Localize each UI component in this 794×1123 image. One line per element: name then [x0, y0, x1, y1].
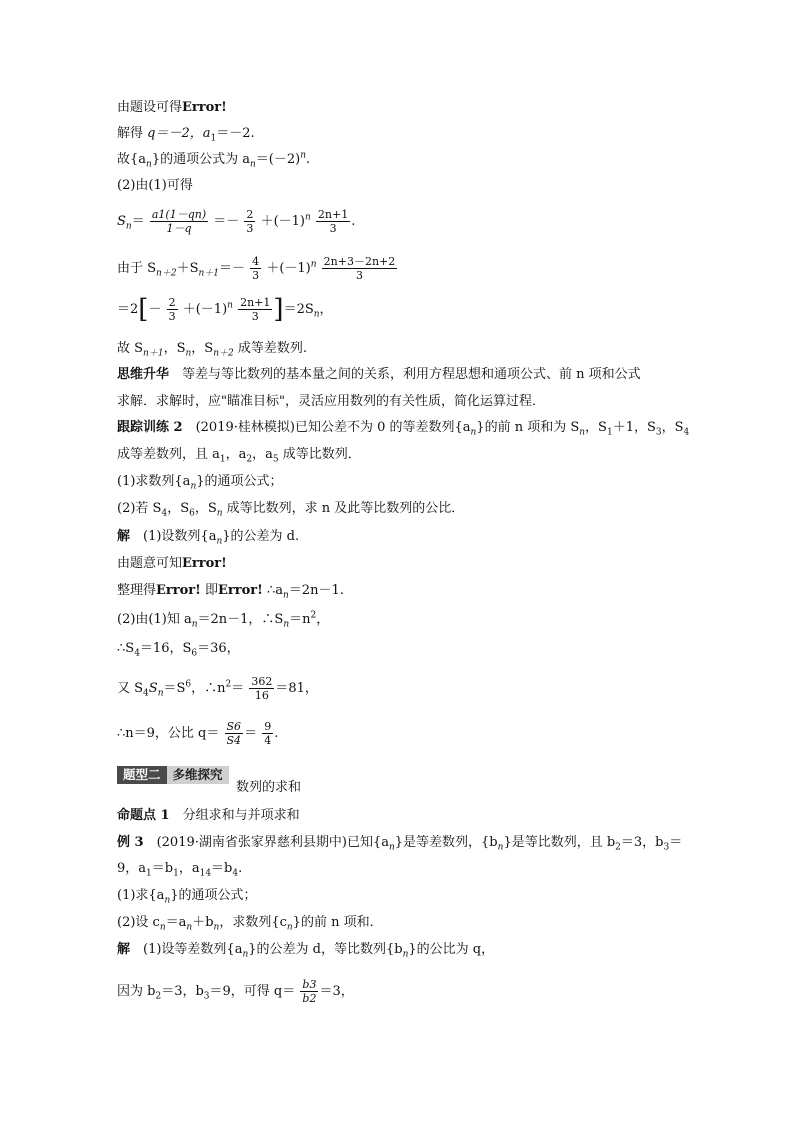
text: ＝S: [163, 681, 186, 696]
text: (2019·湖南省张家界慈利县期中)已知{a: [143, 835, 389, 850]
text: 整理得: [117, 583, 157, 598]
line-20: [117, 675, 318, 702]
subscript: n: [125, 221, 132, 232]
line-8: [117, 341, 307, 357]
text: ＝36，: [197, 641, 240, 656]
denominator: 1－q: [166, 222, 192, 235]
section-title-text: 数列的求和: [236, 780, 302, 795]
subscript: 2: [155, 991, 162, 1002]
text: 成等差数列，且 a: [117, 447, 220, 462]
line-15: [117, 529, 299, 545]
text: ＝b: [211, 861, 233, 876]
subscript: n: [286, 922, 293, 933]
text: ，S: [585, 420, 607, 435]
line-6: [117, 255, 398, 282]
text: 求解．求解时，应"瞄准目标"，灵活应用数列的有关性质，简化运算过程．: [117, 394, 545, 409]
text: ＋(－1): [266, 261, 311, 276]
fraction: [244, 208, 255, 235]
line-25: [117, 861, 242, 877]
subscript: n: [283, 590, 289, 601]
text: 即: [200, 583, 218, 598]
text: ＝a: [165, 915, 187, 930]
text: .: [238, 861, 243, 876]
line-10: [117, 394, 545, 410]
subscript: n＋2: [156, 268, 177, 279]
heading-label: 解: [117, 942, 131, 957]
line-27: [117, 915, 383, 931]
heading-label: 解: [117, 529, 131, 544]
text: ＝81，: [275, 681, 318, 696]
numerator: b3: [302, 978, 317, 991]
section-title: [236, 780, 301, 796]
text: ＝: [131, 214, 145, 229]
text: ，求数列{c: [219, 915, 287, 930]
text: }是等比数列，且 b: [503, 835, 616, 850]
line-4: [117, 178, 193, 194]
text: ，a: [178, 861, 200, 876]
text: 因为 b: [117, 984, 156, 999]
subscript: 3: [203, 991, 210, 1002]
text: ∴a: [262, 583, 283, 598]
subscript: n: [146, 159, 152, 170]
text: (2)由(1)可得: [117, 178, 193, 193]
text: 由题设可得: [117, 100, 183, 115]
subscript: n＋1: [143, 348, 164, 359]
subscript: n: [190, 481, 197, 492]
fraction: [150, 208, 208, 235]
line-23: [117, 808, 300, 824]
subscript: n: [216, 508, 223, 519]
subscript: n: [283, 619, 290, 630]
left-bracket: [: [138, 294, 149, 325]
text: ＋(－1): [260, 214, 305, 229]
subscript: n: [191, 619, 198, 630]
subscript: 4: [232, 868, 239, 879]
line-12: [117, 447, 361, 463]
text: 等差与等比数列的基本量之间的关系，利用方程思想和通项公式、前 n 项和公式: [169, 367, 641, 382]
superscript: 2: [310, 610, 317, 621]
subscript: n: [497, 842, 504, 853]
heading-label: 思维升华: [117, 367, 170, 382]
denominator: 4: [264, 734, 272, 747]
line-17: [117, 583, 344, 599]
subscript: 1: [173, 868, 179, 879]
text: ，∴n: [191, 681, 226, 696]
fraction: [167, 296, 178, 323]
subscript: 4: [161, 508, 168, 519]
error-text: Error!: [218, 583, 263, 598]
fraction: [238, 296, 272, 323]
text: ，S: [661, 420, 684, 435]
text: }的通项公式；: [170, 888, 257, 903]
numerator: S6: [226, 720, 242, 733]
text: (1)设等差数列{a: [130, 942, 243, 957]
superscript: n: [304, 212, 311, 223]
fraction: [249, 675, 274, 702]
subscript: 5: [272, 454, 279, 465]
text: }的公差为 d，等比数列{b: [248, 942, 403, 957]
text: ＋(－1): [182, 302, 228, 317]
line-26: [117, 888, 257, 904]
text: ，S: [191, 341, 214, 356]
subscript: n: [388, 842, 395, 853]
line-16: [117, 556, 227, 572]
text: .: [306, 152, 311, 167]
subscript: n: [164, 895, 171, 906]
text: ∴n＝9，公比 q＝: [117, 726, 220, 741]
numerator: 2n+3－2n+2: [323, 255, 396, 268]
subscript: 1: [210, 133, 217, 144]
text: }的通项公式；: [196, 474, 283, 489]
subscript: n: [186, 922, 193, 933]
text: 由于 S: [117, 261, 157, 276]
line-14: [117, 501, 464, 517]
fraction: [322, 255, 398, 282]
denominator: 3: [251, 310, 259, 323]
section-tag: [117, 766, 229, 784]
subscript: 3: [655, 427, 662, 438]
text: 分组求和与并项求和: [169, 808, 300, 823]
subscript: n: [313, 309, 320, 320]
numerator: 2: [246, 208, 254, 221]
subscript: 4: [134, 648, 140, 659]
superscript: n: [300, 150, 306, 161]
line-29: [117, 978, 354, 1005]
subscript: n＋1: [198, 268, 220, 279]
numerator: 2: [168, 296, 176, 309]
line-24: [117, 835, 682, 851]
text: ＝2n－1.: [288, 583, 344, 598]
text: ＝: [669, 835, 683, 850]
subscript: n: [185, 348, 192, 359]
heading-label: 例 3: [117, 835, 144, 850]
text: ，a: [252, 447, 273, 462]
subscript: n: [159, 922, 166, 933]
denominator: 3: [168, 310, 176, 323]
numerator: 9: [264, 720, 272, 733]
error-text: Error!: [156, 583, 201, 598]
text: ＝－: [219, 261, 246, 276]
line-3: [117, 152, 310, 168]
text: ，S: [167, 501, 190, 516]
text: ＝: [244, 726, 258, 741]
heading-label: 命题点 1: [117, 808, 170, 823]
text: }的前 n 项和．: [292, 915, 383, 930]
numerator: 2n+1: [317, 208, 349, 221]
text: .: [274, 726, 279, 741]
subscript: 3: [663, 842, 670, 853]
text: ，: [319, 302, 333, 317]
text: }的通项公式为 a: [151, 152, 250, 167]
text: 由题意可知: [117, 556, 183, 571]
right-bracket: ]: [273, 294, 284, 325]
text: ＝2n－1，∴S: [197, 612, 284, 627]
subscript: n: [249, 159, 256, 170]
numerator: a1(1－qn): [151, 208, 207, 221]
text: (2)若 S: [117, 501, 162, 516]
subscript: n＋2: [213, 348, 234, 359]
math: q＝－2，a: [147, 126, 211, 141]
superscript: 2: [225, 679, 232, 690]
denominator: 16: [254, 689, 269, 702]
text: 9，a: [117, 861, 147, 876]
superscript: n: [310, 259, 317, 270]
line-19: [117, 641, 240, 657]
text: (2)设 c: [117, 915, 160, 930]
section-tag-type: 多维探究: [167, 766, 229, 784]
line-1: [117, 100, 227, 116]
superscript: n: [227, 300, 233, 311]
line-28: [117, 942, 494, 958]
text: ＝(－2): [255, 152, 301, 167]
text: ，S: [163, 341, 186, 356]
text: (2)由(1)知 a: [117, 612, 192, 627]
heading-label: 跟踪训练 2: [117, 420, 183, 435]
superscript: 6: [185, 679, 192, 690]
text: }是等差数列，{b: [394, 835, 498, 850]
text: ＝3，b: [161, 984, 204, 999]
text: ＋b: [192, 915, 214, 930]
text: ＝3，: [319, 984, 354, 999]
text: (1)求数列{a: [117, 474, 191, 489]
text: ，a: [225, 447, 247, 462]
text: }的公差为 d.: [222, 529, 300, 544]
text: －: [148, 302, 162, 317]
subscript: n: [579, 427, 586, 438]
subscript: n: [242, 949, 249, 960]
text: 成等比数列．: [278, 447, 361, 462]
text: ＝3，b: [620, 835, 664, 850]
line-7: [117, 296, 333, 323]
denominator: S4: [226, 734, 242, 747]
text: ＝－: [213, 214, 240, 229]
text: 成等差数列.: [233, 341, 307, 356]
denominator: 3: [355, 269, 363, 282]
text: ∴S: [117, 641, 135, 656]
text: }的公比为 q，: [408, 942, 495, 957]
text: (1)设数列{a: [130, 529, 217, 544]
section-tag-label: 题型二: [117, 766, 167, 784]
line-5: [117, 208, 355, 235]
text: .: [351, 214, 356, 229]
math: S: [117, 214, 126, 229]
subscript: 1: [606, 427, 613, 438]
text: ＝n: [289, 612, 311, 627]
line-21: [117, 720, 278, 747]
line-9: [117, 367, 641, 383]
line-18: [117, 612, 329, 628]
text: 故{a: [117, 152, 147, 167]
text: (2019·桂林模拟)已知公差不为 0 的等差数列{a: [182, 420, 471, 435]
denominator: 3: [252, 269, 260, 282]
denominator: b2: [302, 992, 317, 1005]
text: }的前 n 项和为 S: [476, 420, 580, 435]
numerator: 4: [252, 255, 260, 268]
text: ＝b: [151, 861, 174, 876]
subscript: n: [213, 922, 220, 933]
fraction: [300, 978, 318, 1005]
fraction: [316, 208, 350, 235]
denominator: 3: [329, 222, 337, 235]
text: ＋1，S: [612, 420, 656, 435]
text: 解得: [117, 126, 148, 141]
subscript: n: [157, 688, 164, 699]
subscript: 2: [246, 454, 253, 465]
subscript: n: [470, 427, 477, 438]
subscript: 1: [146, 868, 152, 879]
error-text: Error!: [182, 556, 227, 571]
subscript: n: [402, 949, 409, 960]
line-13: [117, 474, 283, 490]
subscript: 6: [189, 508, 195, 519]
line-2: [117, 126, 255, 142]
numerator: 362: [251, 675, 273, 688]
text: ＝16，S: [139, 641, 192, 656]
subscript: 4: [143, 688, 149, 699]
text: 故 S: [117, 341, 144, 356]
fraction: [225, 720, 244, 747]
subscript: n: [216, 536, 223, 547]
subscript: 4: [683, 427, 690, 438]
fraction: [250, 255, 261, 282]
text: ＝: [231, 681, 245, 696]
error-text: Error!: [182, 100, 227, 115]
text: ＝2S: [283, 302, 314, 317]
text: ＝－2.: [216, 126, 255, 141]
denominator: 3: [246, 222, 254, 235]
text: ＝9，可得 q＝: [209, 984, 296, 999]
subscript: 1: [219, 454, 226, 465]
text: 成等比数列，求 n 及此等比数列的公比．: [222, 501, 465, 516]
text: ＝2: [117, 302, 139, 317]
fraction: [262, 720, 273, 747]
text: (1)求{a: [117, 888, 165, 903]
numerator: 2n+1: [240, 296, 271, 309]
subscript: 2: [615, 842, 621, 853]
subscript: 14: [199, 868, 212, 879]
subscript: 6: [191, 648, 198, 659]
text: ，: [316, 612, 330, 627]
text: ＋S: [176, 261, 199, 276]
math: S: [148, 681, 158, 696]
text: ，S: [194, 501, 217, 516]
line-11: [117, 420, 689, 436]
text: 又 S: [117, 681, 144, 696]
